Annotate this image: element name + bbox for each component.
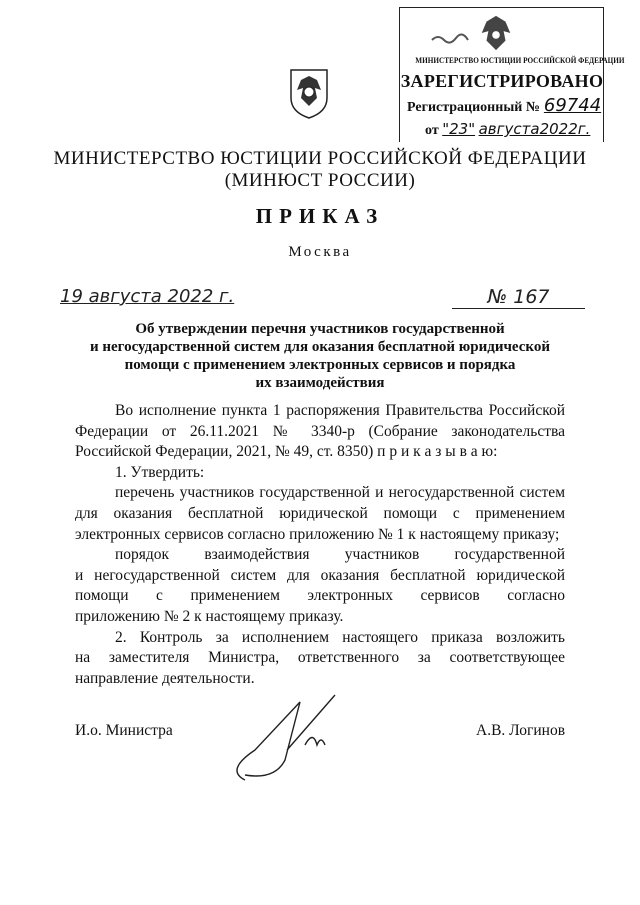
stamp-emblem <box>478 14 514 52</box>
stamp-date-month: августа <box>478 120 540 138</box>
stamp-reg-label: Регистрационный № <box>407 100 540 115</box>
reg-number-handwritten: 69744 <box>543 95 602 116</box>
order-title <box>0 320 640 392</box>
ministry-name: МИНИСТЕРСТВО ЮСТИЦИИ РОССИЙСКОЙ ФЕДЕРАЦИИ <box>53 148 587 169</box>
stamp-date-day: "23" <box>442 120 476 138</box>
stamp-reg-number <box>407 95 601 117</box>
paragraph-line: на заместителя Министра, ответственного за соответствующее <box>75 649 565 667</box>
paragraph-line: порядок взаимодействия участников государственной <box>115 546 565 564</box>
paragraph-line: приложению № 2 к настоящему приказу. <box>75 607 344 625</box>
order-body <box>75 401 565 689</box>
coat-of-arms-emblem <box>287 62 331 120</box>
handwritten-signature <box>225 690 375 790</box>
paragraph-line: перечень участников государственной и негосударственной систем <box>115 484 565 502</box>
paragraph <box>75 545 565 627</box>
paragraph <box>75 401 565 463</box>
paragraph-line: Российской Федерации, 2021, № 49, ст. 8350) п р и к а з ы в а ю: <box>75 443 498 461</box>
stamp-org: МИНИСТЕРСТВО ЮСТИЦИИ РОССИЙСКОЙ ФЕДЕРАЦИИ <box>415 55 625 65</box>
stamp-date-year: 2022г. <box>539 120 591 138</box>
paragraph-line: Федерации от 26.11.2021 № 3340-р (Собрание законодательства <box>75 422 565 440</box>
city: Москва <box>288 244 352 260</box>
paragraph <box>75 483 565 545</box>
stamp-status: ЗАРЕГИСТРИРОВАНО <box>400 71 604 91</box>
title-line: помощи с применением электронных сервисов и порядка <box>124 357 516 373</box>
paragraph <box>75 628 565 690</box>
ministry-heading <box>0 148 640 192</box>
order-number: № 167 <box>452 286 585 309</box>
paragraph-line: Во исполнение пункта 1 распоряжения Правительства Российской <box>115 402 565 419</box>
paragraph <box>75 463 565 484</box>
order-date: 19 августа 2022 г. <box>60 286 235 307</box>
document-type: ПРИКАЗ <box>255 204 385 228</box>
stamp-date <box>425 120 590 139</box>
title-line: их взаимодействия <box>255 375 385 391</box>
paragraph-line: 2. Контроль за исполнением настоящего приказа возложить <box>115 628 565 646</box>
paragraph-line: для оказания бесплатной юридической помощи с применением <box>75 504 565 522</box>
stamp-date-prefix: от <box>425 123 439 138</box>
paragraph-line: электронных сервисов согласно приложению № 1 к настоящему приказу; <box>75 525 560 543</box>
title-line: и негосударственной систем для оказания бесплатной юридической <box>89 339 551 355</box>
paragraph-line: 1. Утвердить: <box>115 463 205 481</box>
paragraph-line: помощи с применением электронных сервисов согласно <box>75 587 565 605</box>
paragraph-line: и негосударственной систем для оказания бесплатной юридической <box>75 566 565 584</box>
stamp-scribble-icon <box>430 32 470 46</box>
paragraph-line: направление деятельности. <box>75 669 255 687</box>
signatory-position: И.о. Министра <box>75 722 173 739</box>
ministry-short-name: (МИНЮСТ РОССИИ) <box>224 170 416 191</box>
title-line: Об утверждении перечня участников государственной <box>135 321 505 337</box>
signatory-name: А.В. Логинов <box>476 722 566 739</box>
